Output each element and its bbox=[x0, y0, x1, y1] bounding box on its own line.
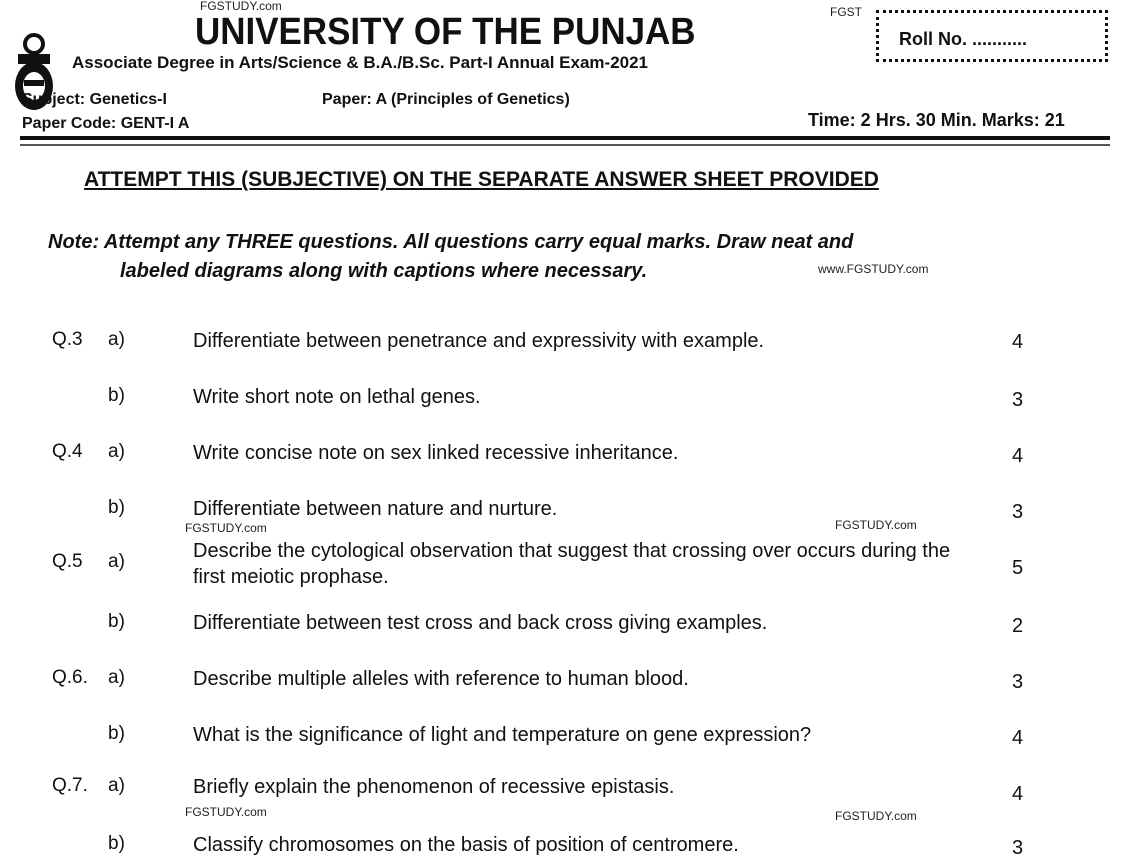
question-part: b) bbox=[108, 385, 125, 406]
question-part: b) bbox=[108, 723, 125, 744]
question-number: Q.5 bbox=[52, 551, 83, 572]
question-number: Q.7. bbox=[52, 775, 88, 796]
note-line-1: Note: Attempt any THREE questions. All questions carry equal marks. Draw neat and bbox=[48, 231, 854, 253]
question-marks: 3 bbox=[1012, 671, 1024, 693]
question-part: a) bbox=[108, 441, 125, 462]
question-part: a) bbox=[108, 551, 125, 572]
question-marks: 4 bbox=[1012, 727, 1024, 749]
divider bbox=[20, 144, 1110, 146]
question-part: b) bbox=[108, 497, 125, 518]
note bbox=[48, 228, 1108, 286]
question-marks: 3 bbox=[1012, 501, 1024, 523]
question-text: Describe the cytological observation that suggest that crossing over occurs during the first meiotic prophase. bbox=[193, 540, 951, 588]
question-number: Q.6. bbox=[52, 667, 88, 688]
note-line-2: labeled diagrams along with captions where necessary. bbox=[120, 260, 648, 282]
watermark: FGSTUDY.com bbox=[200, 0, 282, 13]
university-title: UNIVERSITY OF THE PUNJAB bbox=[195, 11, 696, 53]
watermark: FGSTUDY.com bbox=[835, 809, 917, 823]
question-marks: 5 bbox=[1012, 557, 1024, 579]
question-part: a) bbox=[108, 775, 125, 796]
question-text: Write concise note on sex linked recessive inheritance. bbox=[193, 442, 679, 464]
question-part: b) bbox=[108, 833, 125, 854]
question-text: What is the significance of light and temperature on gene expression? bbox=[193, 724, 812, 746]
instruction: ATTEMPT THIS (SUBJECTIVE) ON THE SEPARATE ANSWER SHEET PROVIDED bbox=[84, 168, 879, 191]
question-text: Classify chromosomes on the basis of position of centromere. bbox=[193, 834, 739, 856]
time-marks: Time: 2 Hrs. 30 Min. Marks: 21 bbox=[808, 110, 1065, 130]
question-marks: 3 bbox=[1012, 837, 1024, 859]
question-marks: 2 bbox=[1012, 615, 1024, 637]
question-part: b) bbox=[108, 611, 125, 632]
question-text: Differentiate between nature and nurture. bbox=[193, 498, 558, 520]
watermark: www.FGSTUDY.com bbox=[818, 262, 929, 276]
question-text: Briefly explain the phenomenon of recessive epistasis. bbox=[193, 776, 675, 798]
question-text: Describe multiple alleles with reference to human blood. bbox=[193, 668, 689, 690]
question-part: a) bbox=[108, 667, 125, 688]
paper: Paper: A (Principles of Genetics) bbox=[322, 91, 570, 108]
paper-code: Paper Code: GENT-I A bbox=[22, 115, 190, 132]
subject: Subject: Genetics-I bbox=[22, 91, 167, 108]
question-number: Q.3 bbox=[52, 329, 83, 350]
watermark: FGSTUDY.com bbox=[185, 521, 267, 535]
question-number: Q.4 bbox=[52, 441, 83, 462]
question-text: Write short note on lethal genes. bbox=[193, 386, 481, 408]
question-marks: 3 bbox=[1012, 389, 1024, 411]
exam-title: Associate Degree in Arts/Science & B.A./B.Sc. Part-I Annual Exam-2021 bbox=[72, 53, 649, 72]
divider bbox=[20, 136, 1110, 140]
watermark: FGST bbox=[830, 5, 862, 19]
question-marks: 4 bbox=[1012, 783, 1024, 805]
watermark: FGSTUDY.com bbox=[185, 805, 267, 819]
roll-number-label: Roll No. ........... bbox=[899, 29, 1028, 49]
question-marks: 4 bbox=[1012, 331, 1024, 353]
question-part: a) bbox=[108, 329, 125, 350]
question-text: Differentiate between penetrance and expressivity with example. bbox=[193, 330, 765, 352]
roll-number-box bbox=[876, 10, 1108, 62]
question-text: Differentiate between test cross and back cross giving examples. bbox=[193, 612, 768, 634]
question-marks: 4 bbox=[1012, 445, 1024, 467]
watermark: FGSTUDY.com bbox=[835, 518, 917, 532]
